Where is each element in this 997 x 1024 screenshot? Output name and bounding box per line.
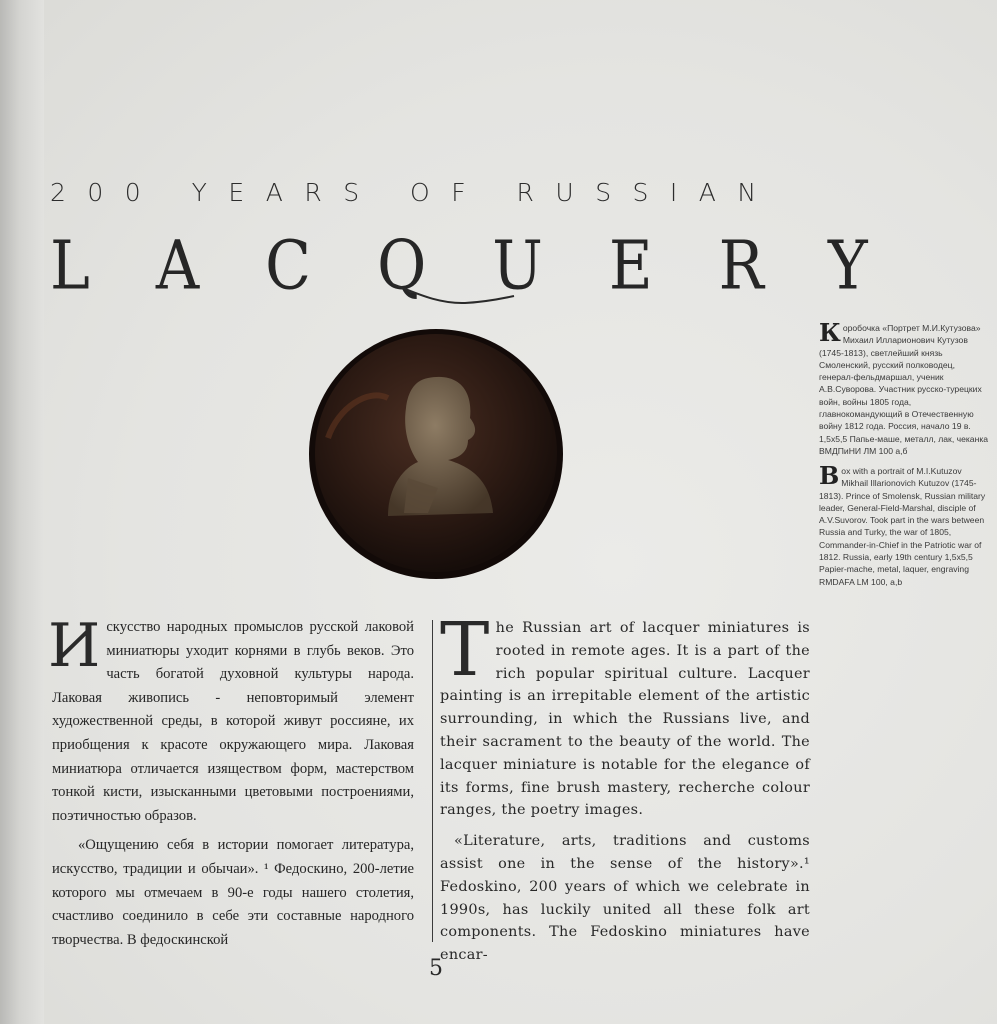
headline-line-1: 200 YEARS OF RUSSIAN bbox=[50, 178, 778, 207]
en-paragraph-1-text: he Russian art of lacquer miniatures is rooted in remote ages. It is a part of the rich popular spiritual culture. Lacquer painting is an irrepitable element of the artistic surrounding, in which the Russians live, and their sacrament to the beauty of the world. The lacquer miniature is notable for the elegance of its forms, fine brush mastery, recherche colour ranges, the poetry images. bbox=[440, 620, 810, 819]
en-drop-cap: T bbox=[440, 607, 490, 693]
ru-paragraph-1-text: скусство народных промыслов русской лаковой миниатюры уходит корнями в глубь веков. Это часть богатой духовной культуры народа. Лаковая живопись - неповторимый элемент художественной среды, в которой живут россияне, их приобщения к красоте окружающего мира. Лаковая миниатюра отличается изяществом форм, мастерством тонкой кисти, изысканными цветовыми построениями, поэтичностью образов. bbox=[52, 619, 414, 824]
ru-paragraph-1 bbox=[48, 611, 414, 828]
column-divider bbox=[432, 620, 433, 942]
kutuzov-portrait-box-image bbox=[308, 328, 564, 580]
headline-line-2: LACQUERY bbox=[50, 227, 934, 306]
body-column-russian bbox=[48, 611, 414, 952]
image-caption-ru bbox=[819, 318, 989, 457]
page-number: 5 bbox=[429, 956, 443, 981]
caption-ru-text: оробочка «Портрет М.И.Кутузова» Михаил Илларионович Кутузов (1745-1813), светлейший князь Смоленский, русский полководец, генерал-фельдмаршал, ученик А.В.Суворова. Участник русско-турецких войн, войны 1805 года, главнокомандующий в Отечественную войну 1812 года. Россия, начало 19 в. 1,5х5,5 Папье-маше, металл, лак, чеканка ВМДПиНИ ЛМ 100 а,б bbox=[819, 323, 989, 456]
book-gutter bbox=[0, 0, 44, 1024]
image-caption-en bbox=[819, 461, 989, 588]
ru-drop-cap: И bbox=[48, 611, 101, 681]
en-paragraph-2: «Literature, arts, traditions and customs assist one in the sense of the history».¹ Fedoskino, 200 years of which we celebrate in 1990s, has luckily united all these folk art components. The Fedoskino miniatures have encar- bbox=[440, 833, 810, 964]
caption-en-initial: B bbox=[819, 461, 840, 490]
ru-paragraph-2: «Ощущению себя в истории помогает литература, искусство, традиции и обычаи». ¹ Федоскино, 200-летие которого мы отмечаем в 90-е годы нашего столетия, счастливо соединило в себе эти составные народного творчества. В федоскинской bbox=[52, 837, 414, 948]
body-column-english bbox=[440, 607, 810, 967]
headline-swash-flourish bbox=[390, 280, 520, 310]
en-paragraph-1 bbox=[440, 607, 810, 822]
caption-en-text: ox with a portrait of M.I.Kutuzov Mikhail Illarionovich Kutuzov (1745-1813). Prince of Smolensk, Russian military leader, General-Field-Marshal, disciple of A.V.Suvorov. Took part in the wars between Russia and Turky, the war of 1805, Commander-in-Chief in the Patriotic war of 1812. Russia, early 19th century 1,5x5,5 Papier-mache, metal, laquer, engraving RMDAFA LM 100, a,b bbox=[819, 466, 986, 587]
caption-ru-initial: К bbox=[819, 318, 841, 347]
